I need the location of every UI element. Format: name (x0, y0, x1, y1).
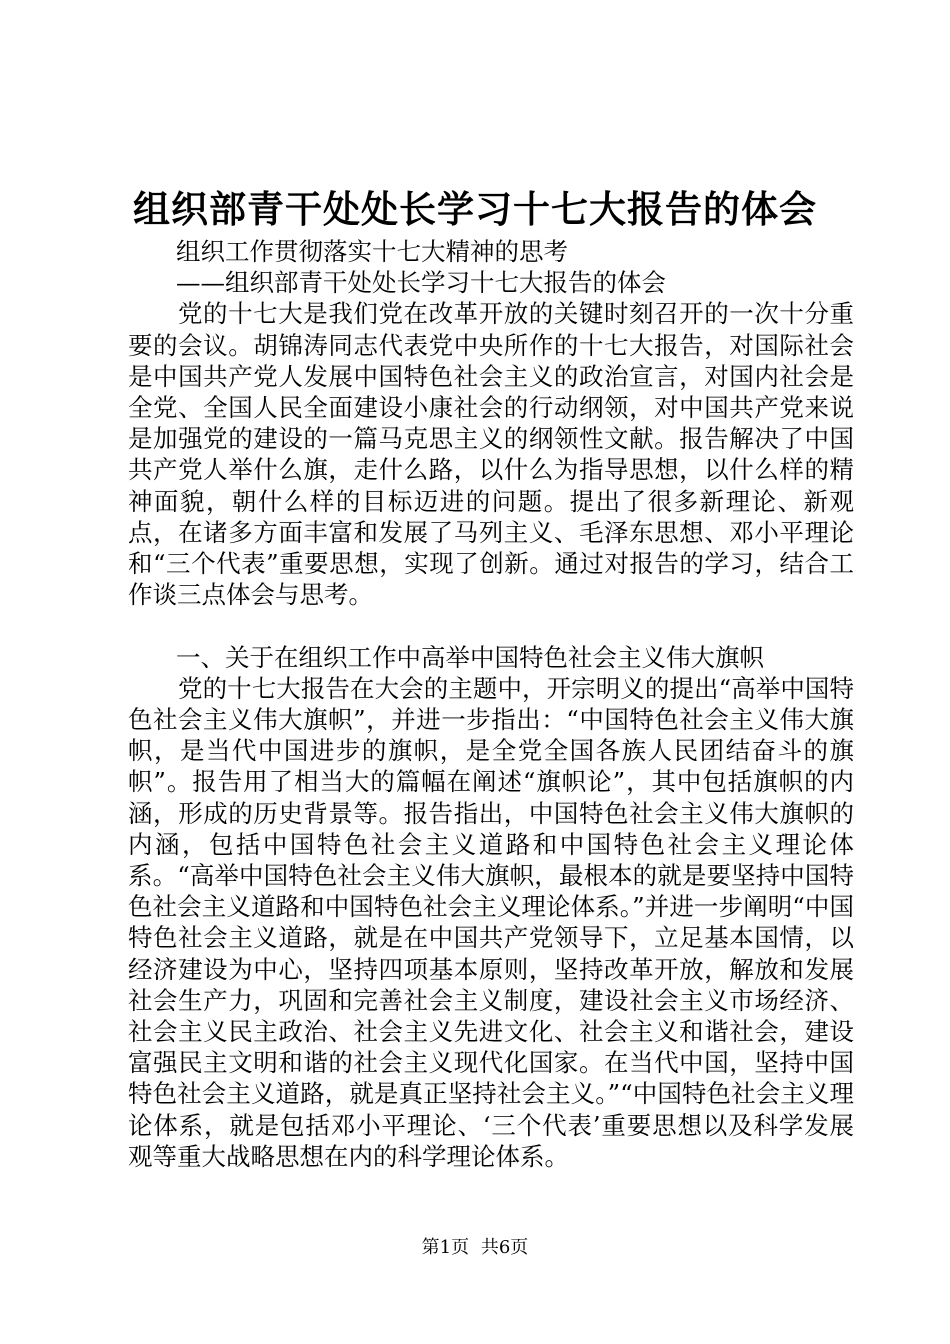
subtitle-line-1: 组织工作贯彻落实十七大精神的思考 (176, 237, 568, 266)
paragraph-intro: 党的十七大是我们党在改革开放的关键时刻召开的一次十分重要的会议。胡锦涛同志代表党中央所作的十七大报告，对国际社会是中国共产党人发展中国特色社会主义的政治宣言，对国内社会是全党、全国人民全面建设小康社会的行动纲领，对中国共产党来说是加强党的建设的一篇马克思主义的纲领性文献。报告解决了中国共产党人举什么旗，走什么路，以什么为指导思想，以什么样的精神面貌，朝什么样的目标迈进的问题。提出了很多新理论、新观点，在诸多方面丰富和发展了马列主义、毛泽东思想、邓小平理论和“三个代表”重要思想，实现了创新。通过对报告的学习，结合工作谈三点体会与思考。 (128, 299, 854, 610)
document-title: 组织部青干处处长学习十七大报告的体会 (133, 187, 817, 231)
paragraph-section-1: 党的十七大报告在大会的主题中，开宗明义的提出“高举中国特色社会主义伟大旗帜”，并进一步指出：“中国特色社会主义伟大旗帜，是当代中国进步的旗帜，是全党全国各族人民团结奋斗的旗帜”。报告用了相当大的篇幅在阐述“旗帜论”，其中包括旗帜的内涵，形成的历史背景等。报告指出，中国特色社会主义伟大旗帜的内涵，包括中国特色社会主义道路和中国特色社会主义理论体系。“高举中国特色社会主义伟大旗帜，最根本的就是要坚持中国特色社会主义道路和中国特色社会主义理论体系。”并进一步阐明“中国特色社会主义道路，就是在中国共产党领导下，立足基本国情，以经济建设为中心，坚持四项基本原则，坚持改革开放，解放和发展社会生产力，巩固和完善社会主义制度，建设社会主义市场经济、社会主义民主政治、社会主义先进文化、社会主义和谐社会，建设富强民主文明和谐的社会主义现代化国家。在当代中国，坚持中国特色社会主义道路，就是真正坚持社会主义。”“中国特色社会主义理论体系，就是包括邓小平理论、‘三个代表’重要思想以及科学发展观等重大战略思想在内的科学理论体系。 (128, 673, 854, 1171)
subtitle-line-2: ——组织部青干处处长学习十七大报告的体会 (176, 268, 666, 298)
page-footer (0, 1236, 950, 1260)
blank-line (128, 610, 854, 641)
document-body (128, 236, 854, 1172)
section-heading: 一、关于在组织工作中高举中国特色社会主义伟大旗帜 (176, 642, 764, 672)
page-number: 第1页 (421, 1237, 470, 1258)
page-total: 共6页 (480, 1237, 529, 1258)
